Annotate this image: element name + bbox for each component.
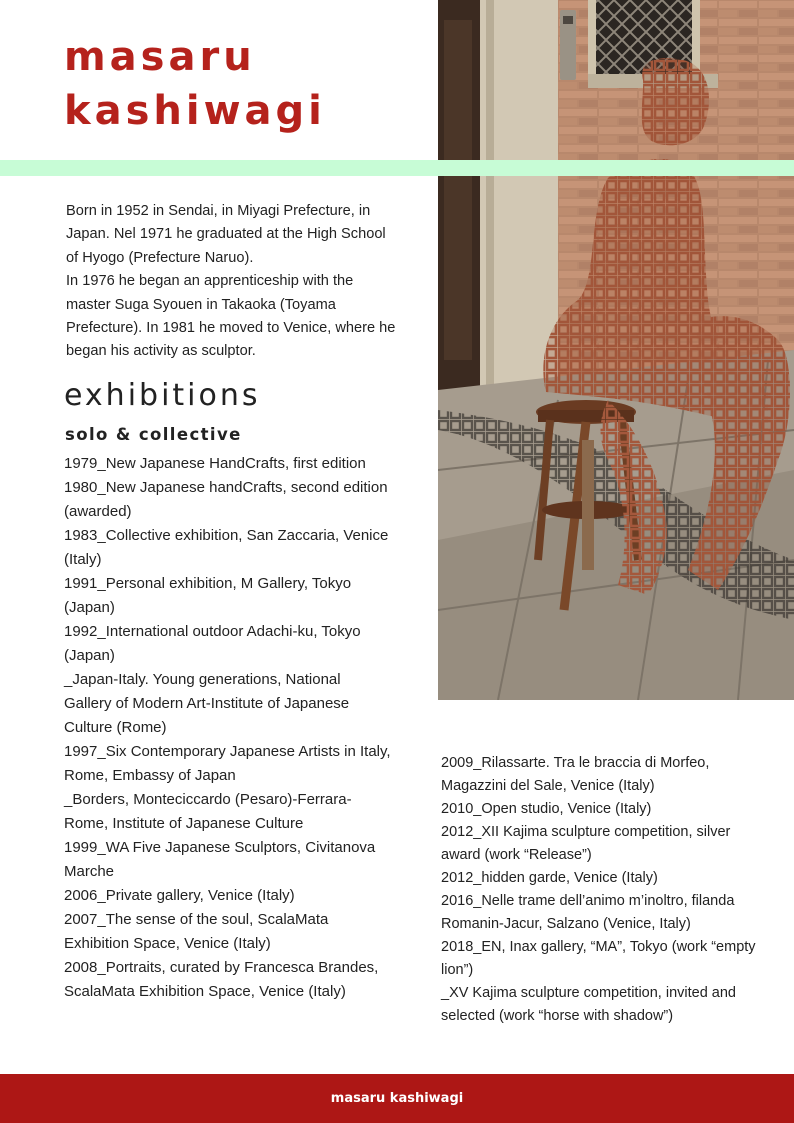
exhibition-item: _Borders, Monteciccardo (Pesaro)-Ferrara-Rome, Institute of Japanese Culture	[64, 791, 352, 832]
exhibition-item: 2010_Open studio, Venice (Italy)	[441, 801, 652, 817]
biography	[66, 200, 396, 364]
exhibition-item: 2018_EN, Inax gallery, “MA”, Tokyo (work “empty lion”)	[441, 939, 756, 978]
exhibition-item: 1979_New Japanese HandCrafts, first edition	[64, 455, 366, 472]
exhibition-item: 1980_New Japanese handCrafts, second edition (awarded)	[64, 479, 388, 520]
title-line-last: kashiwagi	[64, 88, 326, 134]
title-line-first: masaru	[64, 34, 256, 80]
exhibition-item: _XV Kajima sculpture competition, invited and selected (work “horse with shadow”)	[441, 985, 736, 1024]
exhibition-item: 2016_Nelle trame dell’animo m’inoltro, filanda Romanin-Jacur, Salzano (Venice, Italy)	[441, 893, 735, 932]
exhibition-item: 2012_hidden garde, Venice (Italy)	[441, 870, 658, 886]
page-footer	[0, 1074, 794, 1123]
exhibition-item: 2006_Private gallery, Venice (Italy)	[64, 887, 295, 904]
bio-paragraph-career: In 1976 he began an apprenticeship with the master Suga Syouen in Takaoka (Toyama Prefecture). In 1981 he moved to Venice, where he began his activity as sculptor.	[66, 273, 396, 360]
sculpture-photo	[438, 0, 794, 700]
exhibition-item: _Japan-Italy. Young generations, National Gallery of Modern Art-Institute of Japanese Culture (Rome)	[64, 671, 350, 736]
artist-name-title	[64, 30, 326, 138]
exhibitions-subheading: solo & collective	[65, 425, 242, 444]
exhibition-item: 1992_International outdoor Adachi-ku, Tokyo (Japan)	[64, 623, 361, 664]
copper-wire-sculpture-photo-icon	[438, 0, 794, 700]
exhibition-item: 2009_Rilassarte. Tra le braccia di Morfeo, Magazzini del Sale, Venice (Italy)	[441, 755, 710, 794]
exhibition-item: 1991_Personal exhibition, M Gallery, Tokyo (Japan)	[64, 575, 352, 616]
exhibition-item: 1983_Collective exhibition, San Zaccaria, Venice (Italy)	[64, 527, 389, 568]
exhibition-item: 2012_XII Kajima sculpture competition, silver award (work “Release”)	[441, 824, 731, 863]
exhibition-item: 2007_The sense of the soul, ScalaMata Exhibition Space, Venice (Italy)	[64, 911, 329, 952]
bio-paragraph-birth: Born in 1952 in Sendai, in Miyagi Prefecture, in Japan. Nel 1971 he graduated at the High School of Hyogo (Prefecture Naruo).	[66, 203, 386, 266]
footer-artist-name: masaru kashiwagi	[330, 1091, 464, 1106]
exhibitions-heading: exhibitions	[64, 378, 261, 413]
exhibitions-list-left	[64, 452, 392, 1004]
mint-accent-band	[0, 160, 794, 176]
exhibitions-list-right	[441, 752, 761, 1028]
exhibition-item: 1999_WA Five Japanese Sculptors, Civitanova Marche	[64, 839, 376, 880]
exhibition-item: 2008_Portraits, curated by Francesca Brandes, ScalaMata Exhibition Space, Venice (Italy)	[64, 959, 379, 1000]
exhibition-item: 1997_Six Contemporary Japanese Artists in Italy, Rome, Embassy of Japan	[64, 743, 391, 784]
